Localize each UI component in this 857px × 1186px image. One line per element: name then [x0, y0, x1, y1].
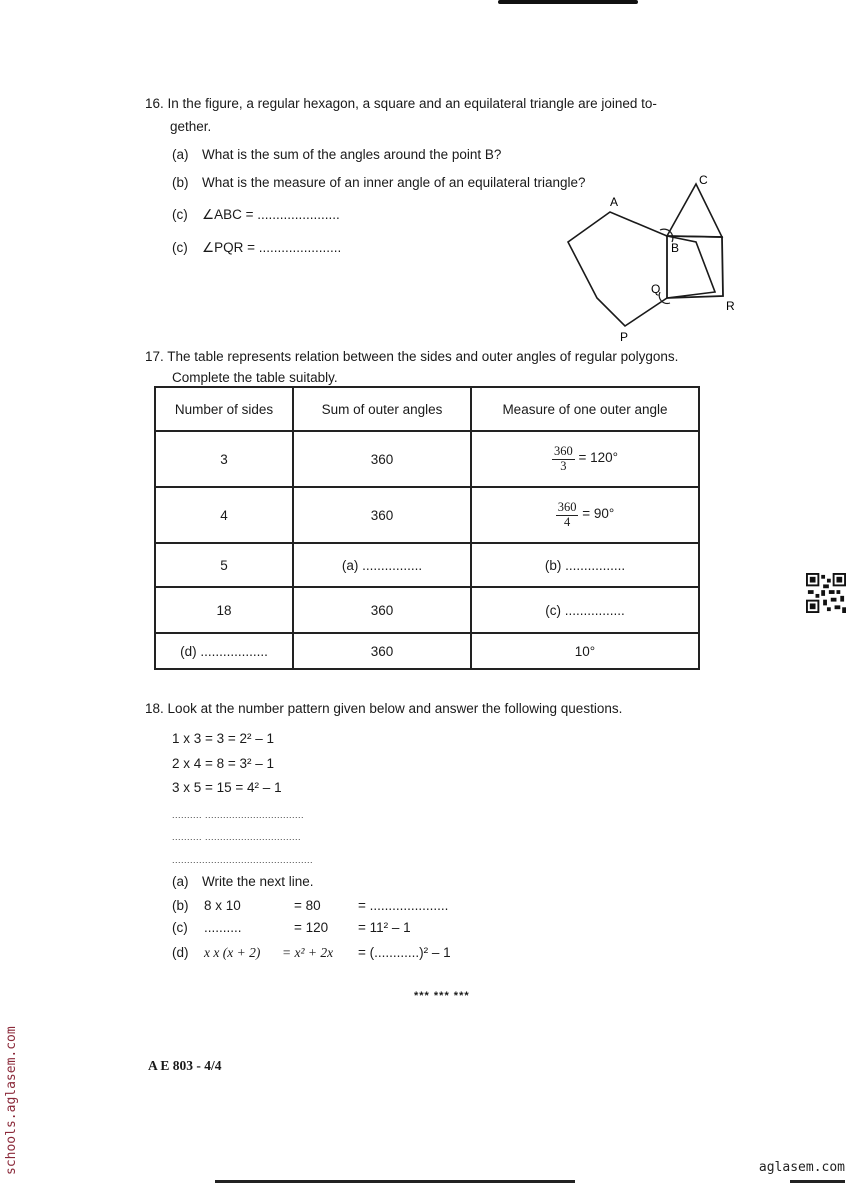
watermark-side: schools.aglasem.com	[4, 1026, 19, 1175]
question-text: In the figure, a regular hexagon, a square and an equilateral triangle are joined to-	[167, 96, 657, 111]
top-scan-mark	[498, 0, 638, 4]
q16-part-b: (b) What is the measure of an inner angle of an equilateral triangle?	[172, 175, 586, 190]
blank-line: .......... ................................	[172, 832, 302, 842]
header-measure: Measure of one outer angle	[471, 387, 699, 431]
polygon-figure	[560, 170, 750, 350]
question-text: The table represents relation between the sides and outer angles of regular polygons.	[167, 349, 679, 364]
q18-part-b: (b) 8 x 10 = 80 = .....................	[172, 898, 449, 913]
question-17	[145, 348, 678, 366]
blank-line: ...............................................	[172, 855, 314, 865]
question-17-text-cont: Complete the table suitably.	[172, 370, 338, 385]
triangle-shape	[667, 184, 722, 237]
label-q: Q	[651, 282, 661, 296]
q18-part-c: (c) .......... = 120 = 11² – 1	[172, 920, 411, 935]
fraction: $\frac{360}{4}$	[557, 500, 577, 529]
label-p: P	[620, 330, 629, 344]
end-marks: *** *** ***	[414, 990, 470, 1002]
fraction: $\frac{360}{3}$	[553, 444, 573, 473]
question-16-text-cont: gether.	[170, 119, 212, 134]
table-row: 4 360 $\frac{360}{4}$ = 90°	[155, 487, 699, 543]
header-sum: Sum of outer angles	[293, 387, 471, 431]
label-b: B	[671, 241, 680, 255]
q16-part-a: (a) What is the sum of the angles around the point B?	[172, 147, 502, 162]
measure-cell: $\frac{360}{3}$ = 120°	[471, 431, 699, 487]
question-number: 16.	[145, 96, 164, 111]
qr-code	[805, 573, 847, 613]
footer-code: A E 803 - 4/4	[148, 1058, 222, 1073]
pattern-line: 3 x 5 = 15 = 4² – 1	[172, 780, 282, 795]
table-row: 5 (a) ................ (b) ................	[155, 543, 699, 587]
watermark-corner: aglasem.com	[758, 1160, 845, 1175]
question-number: 18.	[145, 701, 164, 716]
hexagon-shape	[568, 212, 715, 326]
question-number: 17.	[145, 349, 164, 364]
q18-part-d: (d) x x (x + 2) = x² + 2x = (............)² – 1	[172, 945, 451, 960]
question-text: Look at the number pattern given below and answer the following questions.	[167, 701, 623, 716]
question-18	[145, 700, 622, 718]
label-r: R	[726, 299, 735, 313]
table-header-row	[155, 387, 699, 431]
table-row: 3 360 $\frac{360}{3}$ = 120°	[155, 431, 699, 487]
label-c: C	[699, 173, 708, 187]
bottom-scan-mark	[215, 1180, 575, 1183]
measure-cell: $\frac{360}{4}$ = 90°	[471, 487, 699, 543]
label-a: A	[610, 195, 619, 209]
pattern-line: 2 x 4 = 8 = 3² – 1	[172, 756, 275, 771]
table-row: (d) .................. 360 10°	[155, 633, 699, 669]
table-row: 18 360 (c) ................	[155, 587, 699, 633]
bottom-scan-mark-right	[790, 1180, 845, 1183]
outer-angles-table	[154, 386, 700, 670]
question-16	[145, 95, 657, 113]
header-sides: Number of sides	[155, 387, 293, 431]
q16-part-c: (c) ∠ABC = ......................	[172, 207, 340, 222]
blank-line: .......... .................................	[172, 810, 305, 820]
pattern-line: 1 x 3 = 3 = 2² – 1	[172, 731, 275, 746]
q18-part-a: (a) Write the next line.	[172, 874, 314, 889]
q16-part-c2: (c) ∠PQR = ......................	[172, 240, 342, 255]
